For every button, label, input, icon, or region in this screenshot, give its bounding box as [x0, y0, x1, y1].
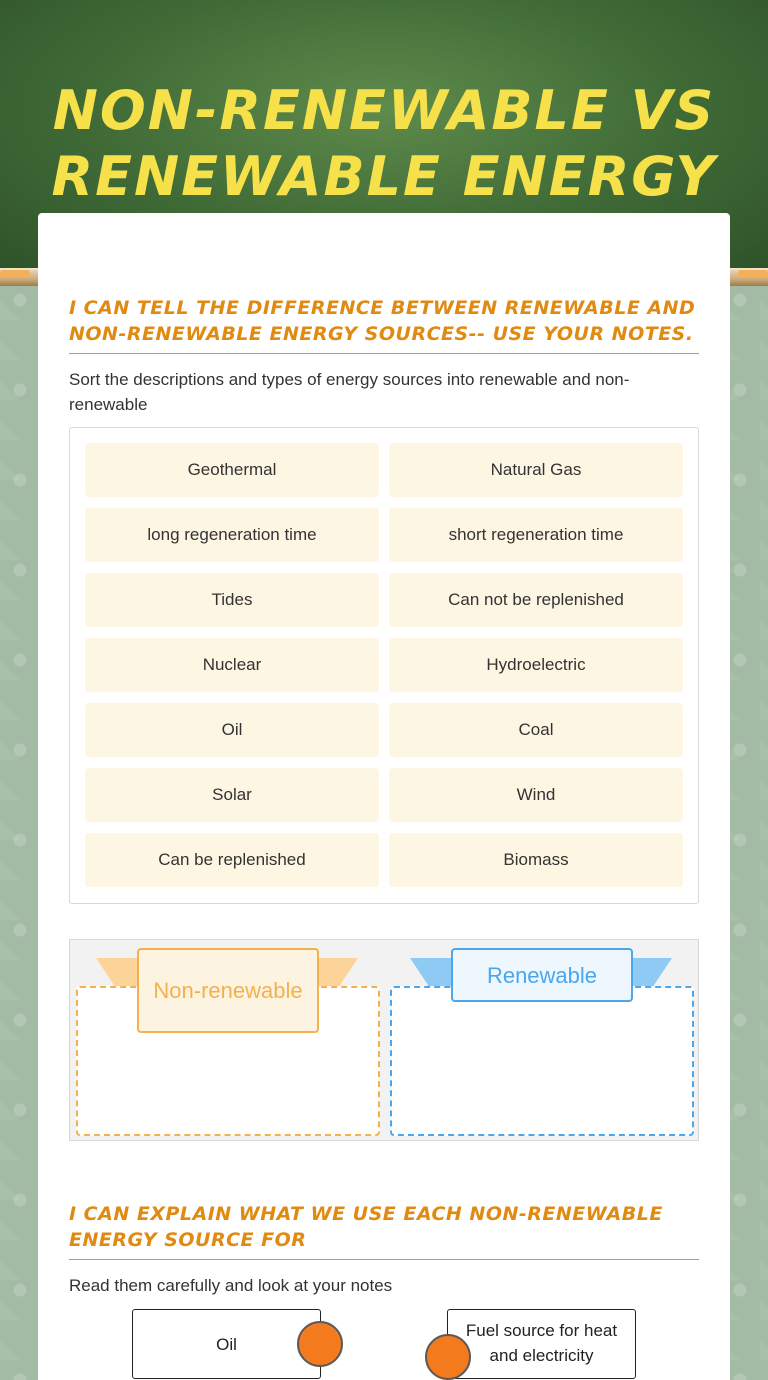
- section-instructions: Sort the descriptions and types of energy sources into renewable and non-renewable: [69, 370, 630, 414]
- worksheet-card: [38, 213, 730, 1380]
- category-zones: [69, 939, 699, 1141]
- section-instructions: Read them carefully and look at your notes: [69, 1276, 393, 1295]
- section-heading: I CAN TELL THE DIFFERENCE BETWEEN RENEWABLE AND NON-RENEWABLE ENERGY SOURCES-- USE YOUR NOTES.: [69, 295, 699, 354]
- page-title: NON-RENEWABLE VS RENEWABLE ENERGY: [51, 79, 717, 208]
- sort-tiles-panel: [69, 427, 699, 904]
- sort-tile[interactable]: Can not be replenished: [389, 573, 683, 627]
- section-heading: I CAN EXPLAIN WHAT WE USE EACH NON-RENEWABLE ENERGY SOURCE FOR: [69, 1201, 699, 1260]
- match-item-left[interactable]: Oil: [132, 1309, 321, 1379]
- sort-tile[interactable]: Can be replenished: [85, 833, 379, 887]
- sort-tile[interactable]: Natural Gas: [389, 443, 683, 497]
- renewable-dropzone[interactable]: [390, 986, 694, 1136]
- sort-tile[interactable]: Geothermal: [85, 443, 379, 497]
- match-connector-dot[interactable]: [297, 1321, 343, 1367]
- sort-tile[interactable]: Oil: [85, 703, 379, 757]
- sort-tile[interactable]: short regeneration time: [389, 508, 683, 562]
- nonrenewable-label: Non-renewable: [137, 948, 319, 1033]
- sort-tile[interactable]: Tides: [85, 573, 379, 627]
- sort-tile[interactable]: Nuclear: [85, 638, 379, 692]
- sort-tile[interactable]: Coal: [389, 703, 683, 757]
- match-connector-dot[interactable]: [425, 1334, 471, 1380]
- renewable-label: Renewable: [451, 948, 633, 1002]
- sort-tile[interactable]: long regeneration time: [85, 508, 379, 562]
- sort-tile[interactable]: Hydroelectric: [389, 638, 683, 692]
- chalk-piece-icon: [738, 270, 768, 278]
- sort-tile[interactable]: Wind: [389, 768, 683, 822]
- chalk-piece-icon: [0, 270, 30, 278]
- sort-tile[interactable]: Solar: [85, 768, 379, 822]
- match-item-right[interactable]: Fuel source for heat and electricity: [447, 1309, 636, 1379]
- sort-tile[interactable]: Biomass: [389, 833, 683, 887]
